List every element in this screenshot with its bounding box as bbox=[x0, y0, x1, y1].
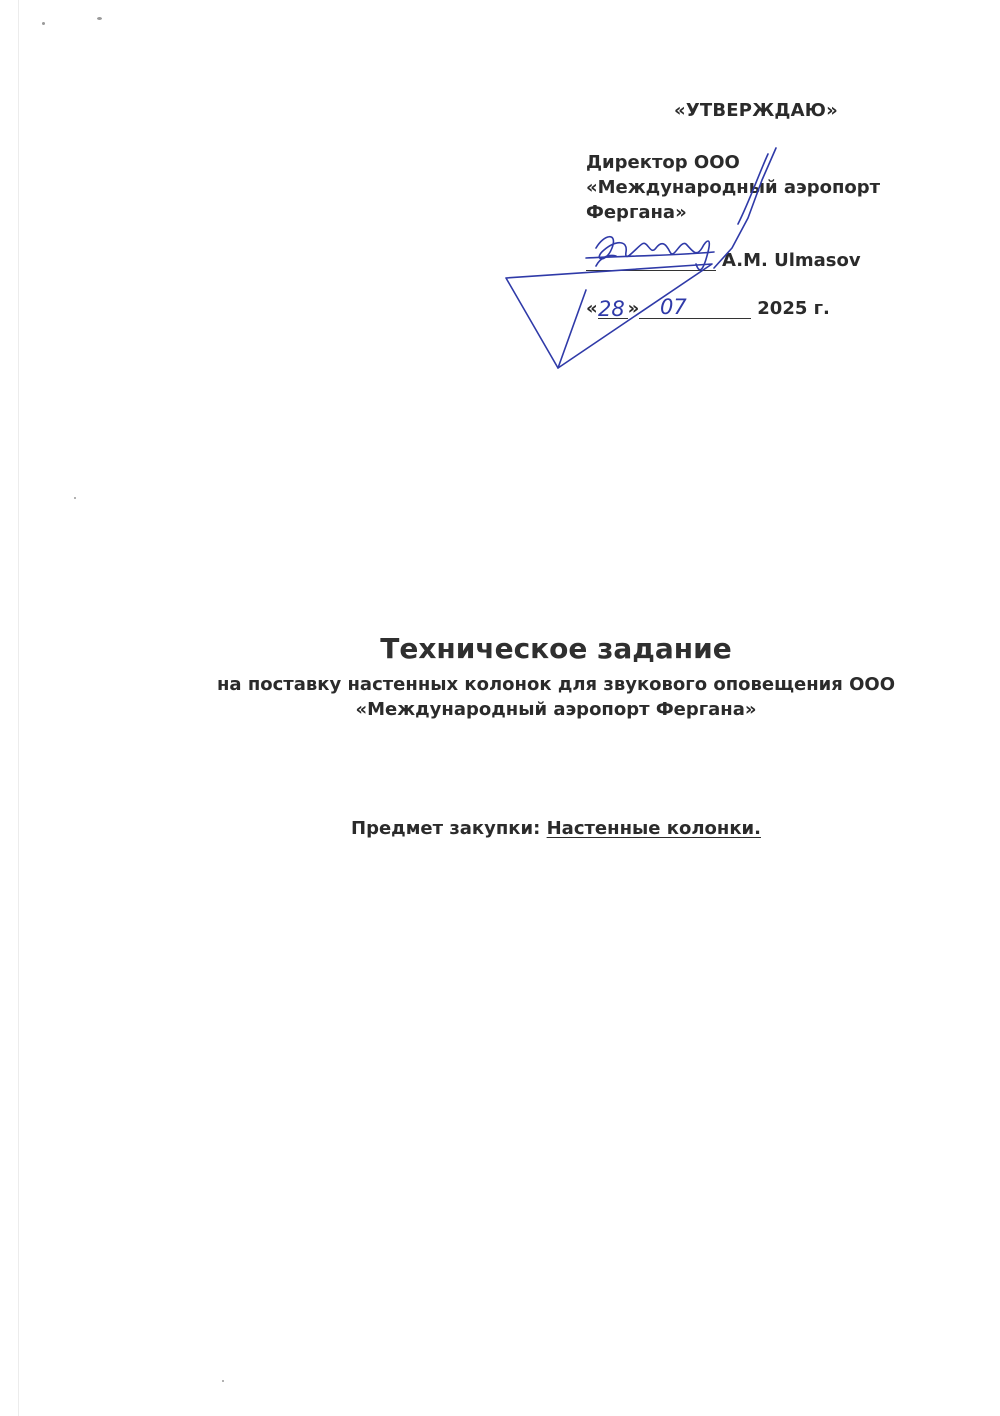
procurement-subject bbox=[0, 818, 1000, 839]
approval-title: «УТВЕРЖДАЮ» bbox=[674, 100, 838, 121]
scan-speck bbox=[222, 1380, 224, 1382]
document-subtitle bbox=[0, 672, 1000, 722]
date-open-quote: « bbox=[586, 298, 598, 319]
procurement-subject-label: Предмет закупки: bbox=[351, 818, 547, 839]
scan-speck bbox=[97, 17, 102, 20]
handwritten-day: 28 bbox=[598, 297, 625, 321]
document-title: Техническое задание bbox=[380, 632, 732, 665]
date-close-quote: » bbox=[627, 298, 640, 319]
approver-position-line-1: Директор ООО bbox=[586, 152, 740, 173]
document-subtitle-line-1: на поставку настенных колонок для звукового оповещения ООО bbox=[216, 674, 895, 695]
scan-speck bbox=[74, 497, 76, 499]
procurement-subject-value: Настенные колонки. bbox=[546, 818, 761, 839]
date-year: 2025 г. bbox=[757, 298, 830, 319]
approver-position-line-2: «Международный аэропорт bbox=[586, 177, 881, 198]
document-subtitle-line-2: «Международный аэропорт Фергана» bbox=[355, 699, 757, 720]
scan-speck bbox=[42, 22, 45, 25]
signatory-name: A.M. Ulmasov bbox=[722, 250, 861, 271]
handwritten-signature bbox=[500, 140, 800, 380]
signature-stroke bbox=[558, 290, 586, 368]
signature-stroke bbox=[738, 154, 768, 224]
handwritten-month: 07 bbox=[660, 295, 687, 319]
approver-position-line-3: Фергана» bbox=[586, 202, 687, 223]
